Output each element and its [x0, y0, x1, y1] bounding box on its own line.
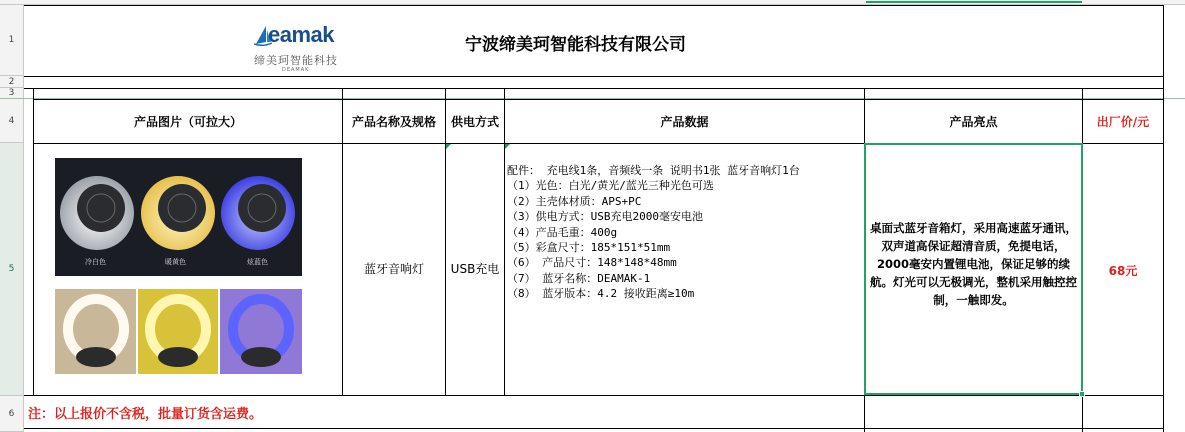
product-name[interactable]: 蓝牙音响灯: [363, 262, 424, 276]
grid-line-row6: [24, 395, 1164, 396]
row-header-6[interactable]: 6: [0, 396, 24, 432]
data-line: （2）主壳体材质：APS+PC: [507, 194, 642, 208]
product-highlights: 桌面式蓝牙音箱灯，采用高速蓝牙通讯，双声道高保证超清音质，免提电话，2000毫安内置锂电池，保证足够的续航。灯光可以无极调光，整机采用触控控制，一触即发。: [870, 221, 1077, 307]
data-line: （6） 产品尺寸：148*148*48mm: [507, 256, 677, 270]
lamp-photos: [55, 289, 302, 374]
data-line: 配件： 充电线1条，音频线一条 说明书1张 蓝牙音响灯1台: [507, 164, 800, 177]
data-line: （1）光色：白光/黄光/蓝光三种光色可选: [507, 179, 714, 193]
logo: [250, 22, 350, 76]
row-header-1[interactable]: 1: [0, 5, 24, 76]
lamp-label-blue: 炫蓝色: [247, 258, 268, 266]
header-price[interactable]: 出厂价/元: [1096, 115, 1150, 129]
grid-line-row2: [24, 76, 1164, 77]
grid-line-row3: [24, 88, 1164, 89]
data-line: （5）彩盒尺寸：185*151*51mm: [507, 241, 671, 255]
header-highlights[interactable]: 产品亮点: [949, 115, 998, 129]
lamp-label-white: 冷白色: [85, 258, 106, 266]
row-header-3[interactable]: 3: [0, 88, 24, 99]
product-image-top-panel: [55, 158, 302, 276]
header-image[interactable]: 产品图片（可拉大）: [133, 115, 242, 129]
data-line: （4）产品毛重：400g: [507, 225, 618, 239]
product-image[interactable]: [55, 158, 302, 374]
logo-cn: 缔美珂智能科技: [254, 54, 338, 67]
grid-line-top: [24, 5, 1164, 6]
header-name-spec[interactable]: 产品名称及规格: [351, 115, 436, 129]
lamp-label-yellow: 暖黄色: [165, 258, 186, 266]
header-data[interactable]: 产品数据: [660, 115, 709, 129]
data-line: （7） 蓝牙名称：DEAMAK-1: [507, 271, 651, 285]
grid-col-g: [1163, 88, 1164, 432]
logo-word: eamak: [268, 22, 335, 47]
data-line: （8） 蓝牙版本：4.2 接收距离≥10m: [507, 287, 695, 301]
grid-line-bottom: [24, 428, 1164, 429]
cell-comment-indicator[interactable]: [446, 144, 451, 149]
top-strip-selection: [866, 1, 1082, 3]
footer-note[interactable]: 注：以上报价不含税，批量订货含运费。: [28, 407, 263, 422]
cell-comment-indicator[interactable]: [505, 144, 510, 149]
selection-fill-handle[interactable]: [1079, 391, 1085, 397]
product-power[interactable]: USB充电: [450, 262, 500, 276]
logo-en: DEAMAK: [282, 67, 310, 73]
row-header-4[interactable]: 4: [0, 99, 24, 143]
product-data[interactable]: [507, 163, 863, 302]
row-header-5[interactable]: 5: [0, 143, 24, 396]
product-price[interactable]: 68元: [1108, 264, 1138, 278]
company-name: 宁波缔美珂智能科技有限公司: [465, 35, 686, 55]
header-power[interactable]: 供电方式: [450, 115, 499, 129]
grid-line-right-top: [1163, 5, 1164, 99]
row-header-2[interactable]: 2: [0, 76, 24, 88]
data-line: （3）供电方式：USB充电2000毫安电池: [507, 210, 703, 224]
